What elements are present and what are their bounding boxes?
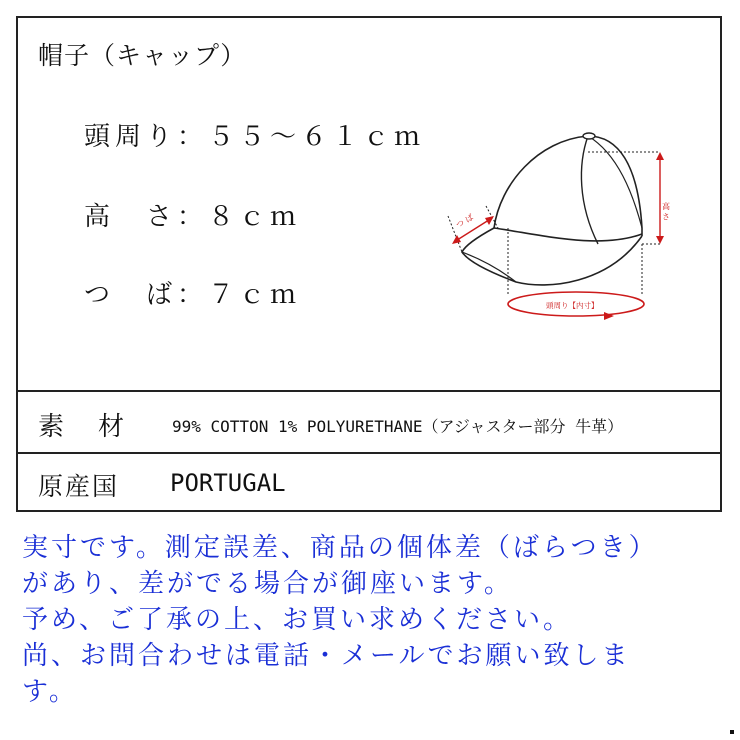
product-title: 帽子（キャップ） <box>38 41 247 70</box>
note-line: 尚、お問合わせは電話・メールでお願い致しま <box>22 641 631 671</box>
corner-dot <box>730 730 734 734</box>
spec-table <box>16 16 722 512</box>
material-label: 素 材 <box>38 412 129 442</box>
size-section <box>18 18 720 392</box>
head-label: 頭周り【内寸】 <box>546 301 599 310</box>
head-circumference-spec: 頭周り：５５〜６１ｃｍ <box>84 122 426 152</box>
material-row <box>18 392 720 454</box>
height-label: 高 さ <box>661 202 671 221</box>
note-line: があり、差がでる場合が御座います。 <box>22 569 513 599</box>
origin-row <box>18 454 720 510</box>
brim-spec: つ ば：７ｃｍ <box>84 280 302 310</box>
cap-button <box>583 133 595 139</box>
cap-band <box>494 228 642 241</box>
disclaimer-notes <box>22 530 728 710</box>
note-line: 予め、ご了承の上、お買い求めください。 <box>22 605 572 635</box>
cap-measurement-diagram <box>428 124 671 324</box>
height-spec: 高 さ：８ｃｍ <box>84 202 302 232</box>
note-line: す。 <box>22 677 78 707</box>
material-value: 99% COTTON 1% POLYURETHANE（アジャスター部分 牛革） <box>172 417 624 436</box>
note-line: 実寸です。測定誤差、商品の個体差（ばらつき） <box>22 533 658 563</box>
origin-label: 原産国 <box>38 472 120 501</box>
cap-side-seam <box>588 136 642 228</box>
origin-value: PORTUGAL <box>170 469 286 497</box>
brim-label: つ ば <box>454 212 476 230</box>
cap-crown-outline <box>494 136 642 228</box>
